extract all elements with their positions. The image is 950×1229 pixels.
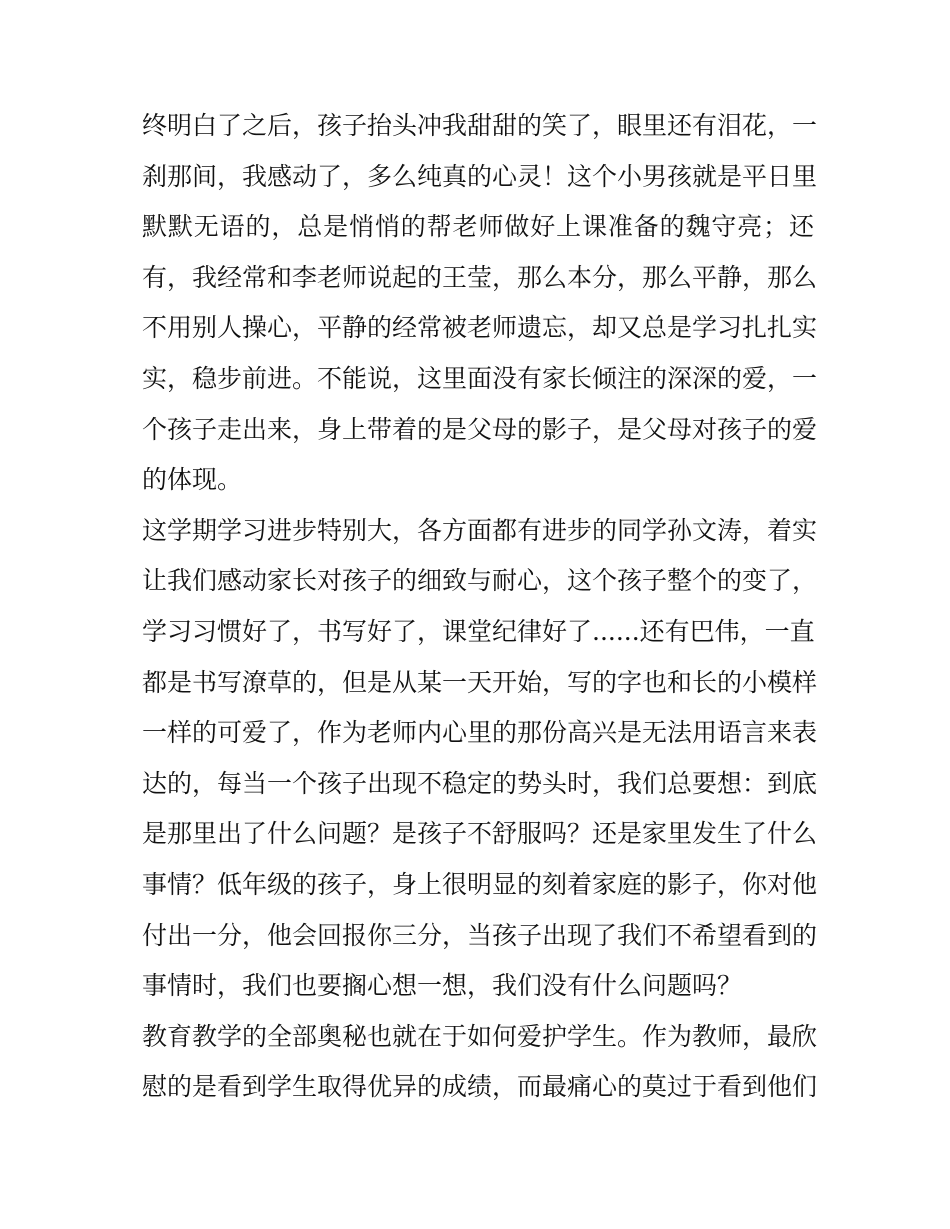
text-line-16: 事情？低年级的孩子，身上很明显的刻着家庭的影子，你对他 — [142, 869, 818, 899]
text-line-10: 让我们感动家长对孩子的细致与耐心，这个孩子整个的变了， — [142, 566, 818, 596]
text-line-19: 教育教学的全部奥秘也就在于如何爱护学生。作为教师，最欣 — [142, 1021, 818, 1051]
text-line-6: 实，稳步前进。不能说，这里面没有家长倾注的深深的爱，一 — [142, 363, 818, 393]
text-line-15: 是那里出了什么问题？是孩子不舒服吗？还是家里发生了什么 — [142, 819, 818, 849]
text-line-7: 个孩子走出来，身上带着的是父母的影子，是父母对孩子的爱 — [142, 414, 818, 444]
text-line-20: 慰的是看到学生取得优异的成绩，而最痛心的莫过于看到他们 — [142, 1072, 818, 1102]
text-line-14: 达的，每当一个孩子出现不稳定的势头时，我们总要想：到底 — [142, 768, 818, 798]
text-line-3: 默默无语的，总是悄悄的帮老师做好上课准备的魏守亮；还 — [142, 212, 814, 242]
text-line-5: 不用别人操心，平静的经常被老师遗忘，却又总是学习扎扎实 — [142, 313, 818, 343]
body-text — [142, 101, 818, 1113]
text-line-12: 都是书写潦草的，但是从某一天开始，写的字也和长的小模样 — [142, 667, 818, 697]
text-line-1: 终明白了之后，孩子抬头冲我甜甜的笑了，眼里还有泪花，一 — [142, 111, 818, 140]
text-line-11: 学习习惯好了，书写好了，课堂纪律好了......还有巴伟，一直 — [142, 616, 815, 646]
text-line-13: 一样的可爱了，作为老师内心里的那份高兴是无法用语言来表 — [142, 718, 818, 748]
text-line-8: 的体现。 — [142, 465, 243, 495]
text-line-4: 有，我经常和李老师说起的王莹，那么本分，那么平静，那么 — [142, 262, 818, 292]
text-line-18: 事情时，我们也要搁心想一想，我们没有什么问题吗？ — [142, 971, 743, 1001]
text-line-2: 刹那间，我感动了，多么纯真的心灵！这个小男孩就是平日里 — [142, 161, 818, 191]
text-line-17: 付出一分，他会回报你三分，当孩子出现了我们不希望看到的 — [142, 920, 818, 950]
text-line-9: 这学期学习进步特别大，各方面都有进步的同学孙文涛，着实 — [142, 515, 818, 545]
